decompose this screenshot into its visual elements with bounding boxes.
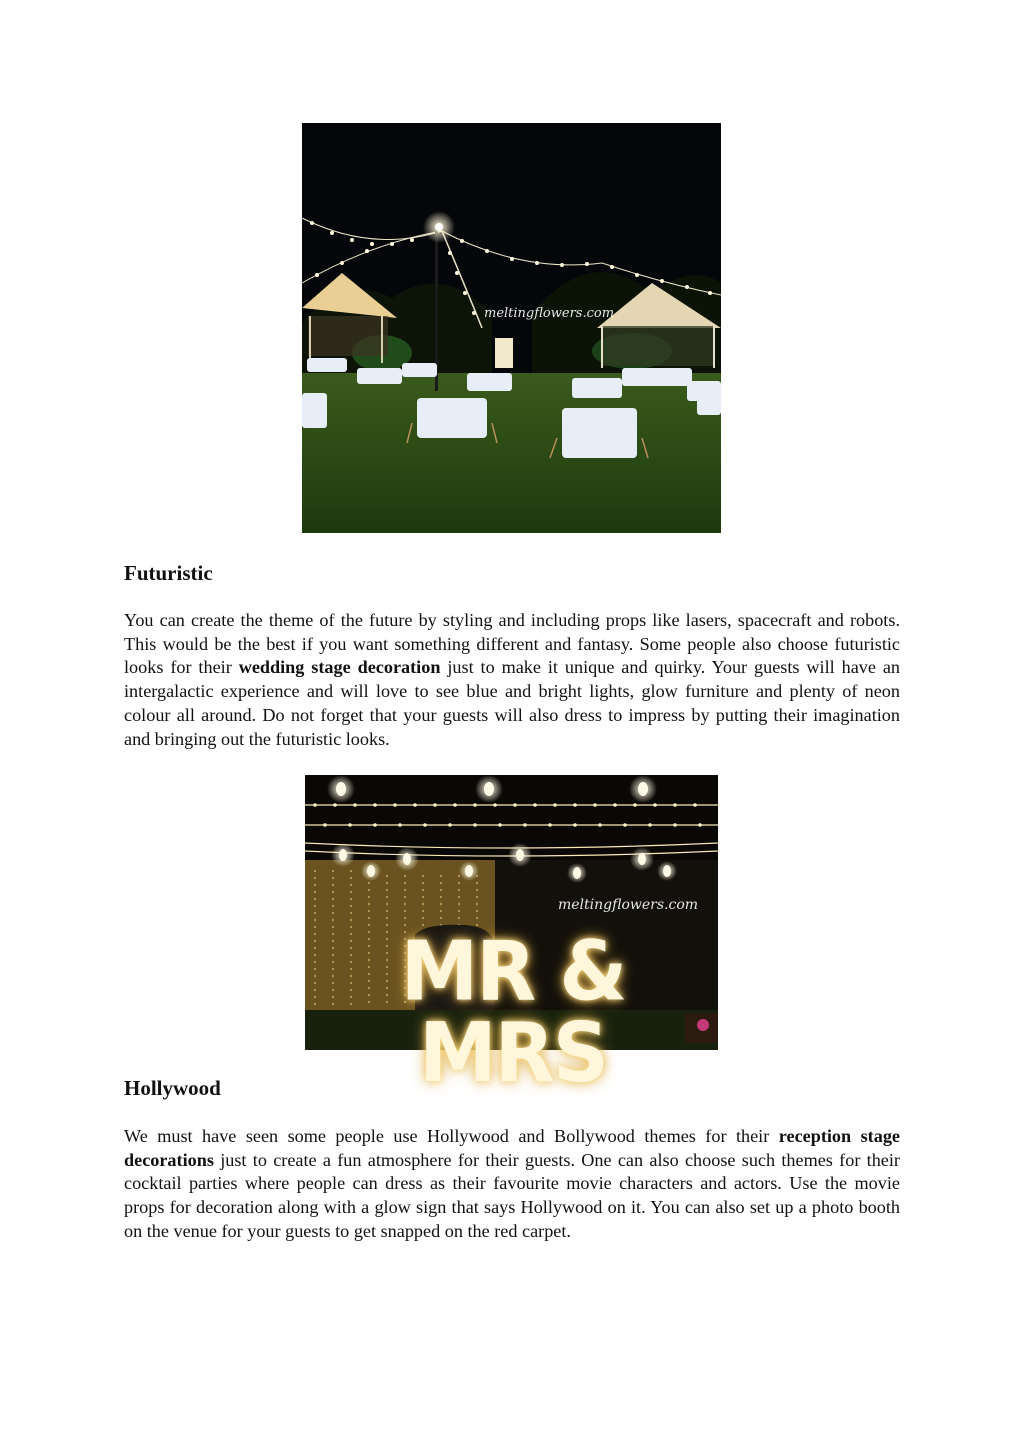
section-heading-futuristic: Futuristic xyxy=(124,561,213,585)
photo-watermark: meltingflowers.com xyxy=(484,306,615,321)
section-heading-hollywood: Hollywood xyxy=(124,1076,221,1100)
futuristic-text-part2: just to make it unique and quirky. Your guests will have an intergalactic experience and will love to see blue and bright lights, glow furniture and plenty of neon colour all around. Do not forget that your guests will also dress to impress by putting their imagination and bringing out the futuristic looks. xyxy=(124,657,901,749)
hollywood-text-part1: We must have seen some people use Hollywood and Bollywood themes for their xyxy=(124,1126,779,1146)
reception-stage-decorations-bold: reception stage decorations xyxy=(124,1126,900,1170)
marquee-letters: MR & MRS xyxy=(400,924,626,1102)
garden-tent-image xyxy=(302,123,721,533)
photo-watermark: meltingflowers.com xyxy=(558,897,699,913)
hollywood-text-part2: just to create a fun atmosphere for their guests. One can also choose such themes for their cocktail parties where people can dress as their favourite movie characters and actors. Use the movie props for decoration along with a glow sign that says Hollywood on it. You can also set up a photo booth on the venue for your guests to get snapped on the red carpet. xyxy=(124,1149,900,1241)
garden-tent-photo xyxy=(302,123,721,533)
hollywood-paragraph xyxy=(124,1125,900,1244)
mr-mrs-sign-photo xyxy=(305,775,718,1102)
wedding-stage-decoration-bold: wedding stage decoration xyxy=(238,657,441,678)
futuristic-text-part1: You can create the theme of the future by styling and including props like lasers, spacecraft and robots. This would be the best if you want something different and fantasy. Some people also choose futuristic looks for their xyxy=(124,610,900,678)
futuristic-paragraph xyxy=(124,609,900,751)
